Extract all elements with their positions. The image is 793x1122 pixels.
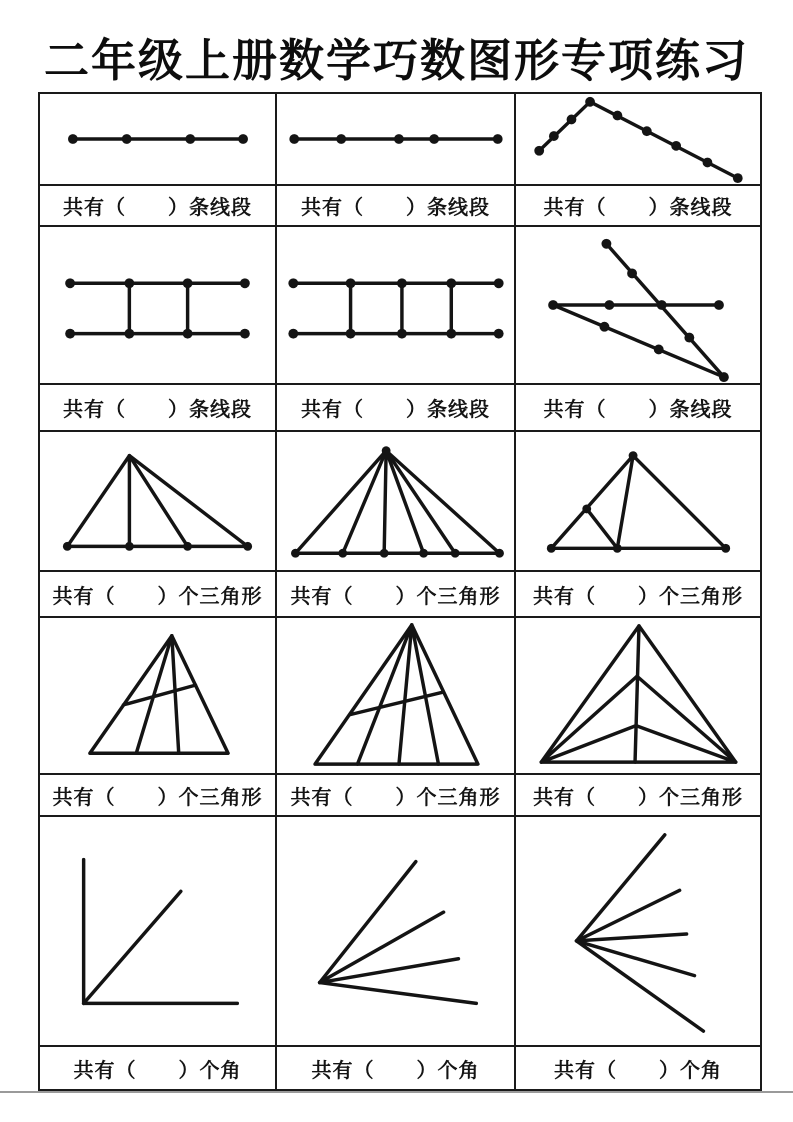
figure-line-5-points bbox=[277, 94, 516, 186]
figure-peak-polyline-9-points bbox=[516, 94, 762, 186]
answer-label-segments: 共有（ ）条线段 bbox=[516, 186, 762, 227]
angle-fan-drawing bbox=[40, 817, 275, 1045]
answer-label-segments: 共有（ ）条线段 bbox=[40, 385, 277, 432]
answer-label-angles: 共有（ ）个角 bbox=[40, 1047, 277, 1091]
answer-label-triangles: 共有（ ）个三角形 bbox=[516, 572, 762, 618]
triangle-drawing bbox=[40, 618, 275, 773]
figure-line-4-points bbox=[40, 94, 277, 186]
figure-triangle-inner-segment-dots bbox=[516, 432, 762, 572]
figure-triangle-median-chevrons bbox=[516, 618, 762, 775]
angle-fan-drawing bbox=[277, 817, 514, 1045]
line-segment-5-dots-drawing bbox=[277, 94, 514, 184]
figure-ladder-3-rungs bbox=[277, 227, 516, 385]
figure-triangle-2-cevians-dots bbox=[40, 432, 277, 572]
answer-label-triangles: 共有（ ）个三角形 bbox=[277, 775, 516, 817]
figure-angle-fan-5-rays bbox=[516, 817, 762, 1047]
triangle-drawing bbox=[516, 432, 760, 570]
answer-label-triangles: 共有（ ）个三角形 bbox=[516, 775, 762, 817]
triangle-drawing bbox=[40, 432, 275, 570]
answer-label-triangles: 共有（ ）个三角形 bbox=[40, 775, 277, 817]
page-bottom-rule bbox=[0, 1091, 793, 1093]
ladder-drawing bbox=[277, 227, 514, 383]
crossing-lines-drawing bbox=[516, 227, 760, 383]
triangle-drawing bbox=[277, 432, 514, 570]
line-segment-4-dots-drawing bbox=[40, 94, 275, 184]
figure-angle-fan-3-rays bbox=[40, 817, 277, 1047]
triangle-drawing bbox=[277, 618, 514, 773]
worksheet-grid bbox=[38, 92, 762, 1091]
angle-fan-drawing bbox=[516, 817, 760, 1045]
triangle-drawing bbox=[516, 618, 760, 773]
figure-triangle-4-cevians-dots bbox=[277, 432, 516, 572]
answer-label-segments: 共有（ ）条线段 bbox=[277, 186, 516, 227]
worksheet-title: 二年级上册数学巧数图形专项练习 bbox=[43, 34, 749, 87]
answer-label-segments: 共有（ ）条线段 bbox=[516, 385, 762, 432]
peak-polyline-drawing bbox=[516, 94, 760, 184]
answer-label-segments: 共有（ ）条线段 bbox=[40, 186, 277, 227]
figure-angle-fan-4-rays bbox=[277, 817, 516, 1047]
figure-three-crossing-lines bbox=[516, 227, 762, 385]
answer-label-triangles: 共有（ ）个三角形 bbox=[277, 572, 516, 618]
figure-ladder-2-rungs bbox=[40, 227, 277, 385]
ladder-drawing bbox=[40, 227, 275, 383]
answer-label-angles: 共有（ ）个角 bbox=[516, 1047, 762, 1091]
answer-label-segments: 共有（ ）条线段 bbox=[277, 385, 516, 432]
answer-label-angles: 共有（ ）个角 bbox=[277, 1047, 516, 1091]
answer-label-triangles: 共有（ ）个三角形 bbox=[40, 572, 277, 618]
figure-triangle-2-cevians-transversal bbox=[40, 618, 277, 775]
figure-triangle-3-cevians-transversal bbox=[277, 618, 516, 775]
